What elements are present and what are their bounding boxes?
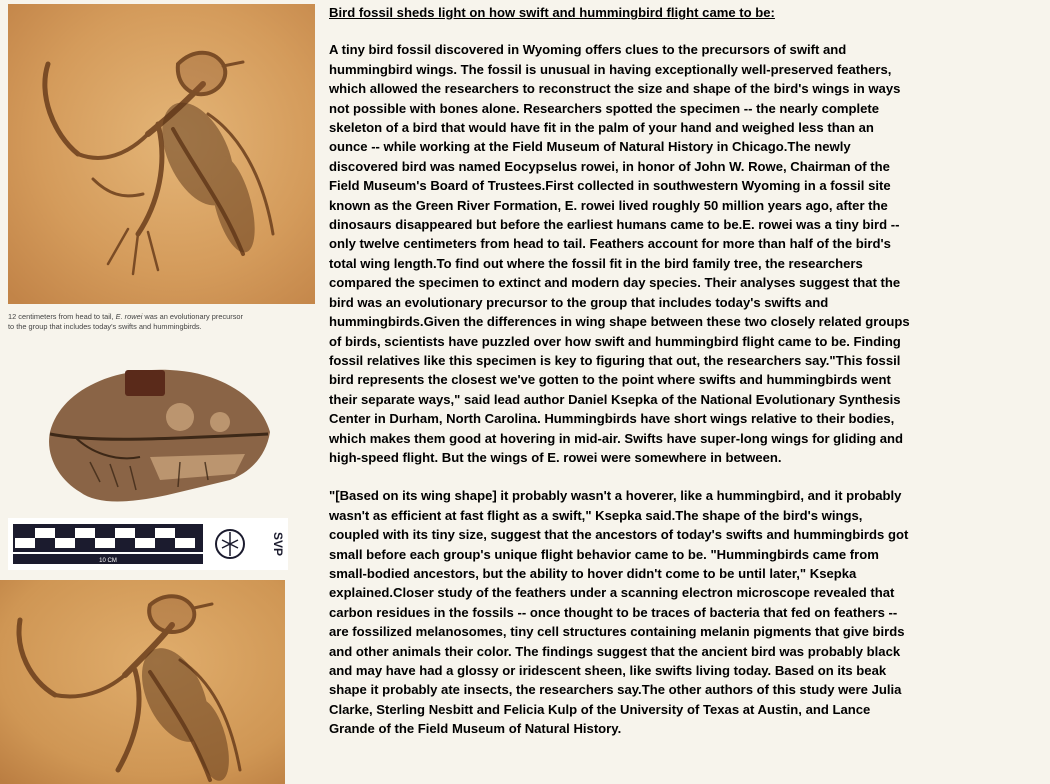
text-line: not possible with bones alone. Researchers spotted the specimen -- the nearly complete bbox=[329, 100, 880, 116]
svp-logo-text: SVP bbox=[271, 531, 285, 557]
text-line: known as the Green River Formation, E. rowei lived roughly 50 million years ago, after the bbox=[329, 197, 888, 213]
caption-text-1: 12 centimeters from head to tail, bbox=[8, 312, 116, 321]
fossil-bird-image bbox=[8, 4, 315, 304]
image-column bbox=[0, 0, 318, 784]
article-title: Bird fossil sheds light on how swift and hummingbird flight came to be: bbox=[329, 5, 775, 20]
article-paragraph-2 bbox=[329, 486, 1045, 738]
scale-bar-graphic bbox=[8, 518, 288, 570]
text-line: hummingbirds.Given the differences in wing shape between these two closely related groups bbox=[329, 314, 910, 330]
paragraph-gap bbox=[329, 467, 1045, 486]
text-line: bird represents the closest we've gotten to the point where swifts and hummingbirds went bbox=[329, 372, 891, 388]
text-line: wasn't as efficient at fast flight as a swift," Ksepka said.The shape of the bird's wings, bbox=[329, 507, 863, 523]
text-line: small-bodied ancestors, but the ability to hover didn't come to be until later," Ksepka bbox=[329, 565, 857, 581]
text-line: their separate ways," said lead author Daniel Ksepka of the National Evolutionary Synthesis bbox=[329, 391, 901, 407]
caption-species: E. rowei bbox=[115, 312, 143, 321]
skull-image bbox=[30, 362, 278, 512]
text-line: only twelve centimeters from head to tail. Feathers account for more than half of the bird's bbox=[329, 236, 891, 252]
text-line: fossil relatives like this specimen is key to figuring that out, the researchers say."This fossil bbox=[329, 352, 901, 368]
text-line: explained.Closer study of the feathers under a scanning electron microscope revealed that bbox=[329, 585, 895, 601]
caption-text-2: was an evolutionary precursor to the group that includes today's swifts and hummingbirds. bbox=[8, 312, 243, 331]
text-line: coupled with its tiny size, suggest that the ancestors of today's swifts and hummingbirds got bbox=[329, 527, 909, 543]
text-line: bird was an evolutionary precursor to the group that includes today's swifts and bbox=[329, 294, 829, 310]
text-line: skeleton of a bird that would have fit in the palm of your hand and weighed less than an bbox=[329, 120, 874, 136]
text-line: and other animals their color. The findings suggest that the ancient bird was probably black bbox=[329, 643, 901, 659]
text-line: of birds, scientists have puzzled over how swift and hummingbird flight came to be. Finding bbox=[329, 333, 901, 349]
text-line: carbon residues in the fossils -- once thought to be traces of bacteria that fed on feathers -- bbox=[329, 604, 898, 620]
text-line: which makes them good at hovering in mid-air. Swifts have super-long wings for gliding and bbox=[329, 430, 904, 446]
text-line: discovered bird was named Eocypselus rowei, in honor of John W. Rowe, Chairman of the bbox=[329, 158, 890, 174]
text-line: high-speed flight. But the wings of E. rowei were somewhere in between. bbox=[329, 449, 782, 465]
text-line: compared the specimen to extinct and modern day species. Their analyses suggest that the bbox=[329, 275, 901, 291]
article bbox=[329, 3, 1045, 739]
text-line: are fossilized melanosomes, tiny cell structures containing melanin pigments that give birds bbox=[329, 624, 905, 640]
text-line: Clarke, Sterling Nesbitt and Felicia Kulp of the University of Texas at Austin, and Lance bbox=[329, 701, 871, 717]
text-line: and may have had a glossy or iridescent sheen, like swifts living today. Based on its beak bbox=[329, 663, 887, 678]
text-line: "[Based on its wing shape] it probably wasn't a hoverer, like a hummingbird, and it probably bbox=[329, 488, 902, 504]
fossil-photo-bottom bbox=[0, 580, 285, 784]
text-line: Grande of the Field Museum of Natural History. bbox=[329, 721, 622, 737]
scale-label: 10 CM bbox=[99, 558, 117, 564]
text-line: Center in Durham, North Carolina. Hummingbirds have short wings relative to their bodies, bbox=[329, 411, 895, 427]
text-line: Field Museum's Board of Trustees.First collected in southwestern Wyoming in a fossil site bbox=[329, 178, 891, 194]
fossil-photo-top bbox=[8, 4, 315, 304]
text-line: shape it probably ate insects, the researchers say.The other authors of this study were Julia bbox=[329, 682, 902, 698]
fossil-skull-photo bbox=[30, 362, 278, 512]
text-line: total wing length.To find out where the fossil fit in the bird family tree, the researchers bbox=[329, 255, 863, 271]
scale-bar bbox=[8, 518, 288, 570]
text-line: ounce -- while working at the Field Museum of Natural History in Chicago.The newly bbox=[329, 139, 851, 155]
article-paragraph-1 bbox=[329, 40, 1045, 467]
fossil-bird-image-2 bbox=[0, 580, 285, 784]
text-line: hummingbird wings. The fossil is unusual in having exceptionally well-preserved feathers, bbox=[329, 61, 892, 77]
text-line: small before each group's unique flight behavior came to be. "Hummingbirds came from bbox=[329, 546, 879, 562]
text-line: which allowed the researchers to reconstruct the size and shape of the bird's wings in ways bbox=[329, 81, 901, 97]
figure-caption bbox=[8, 312, 243, 331]
text-line: dinosaurs disappeared but before the earliest humans came to be.E. rowei was a tiny bird -- bbox=[329, 217, 900, 233]
text-line: A tiny bird fossil discovered in Wyoming offers clues to the precursors of swift and bbox=[329, 42, 847, 58]
